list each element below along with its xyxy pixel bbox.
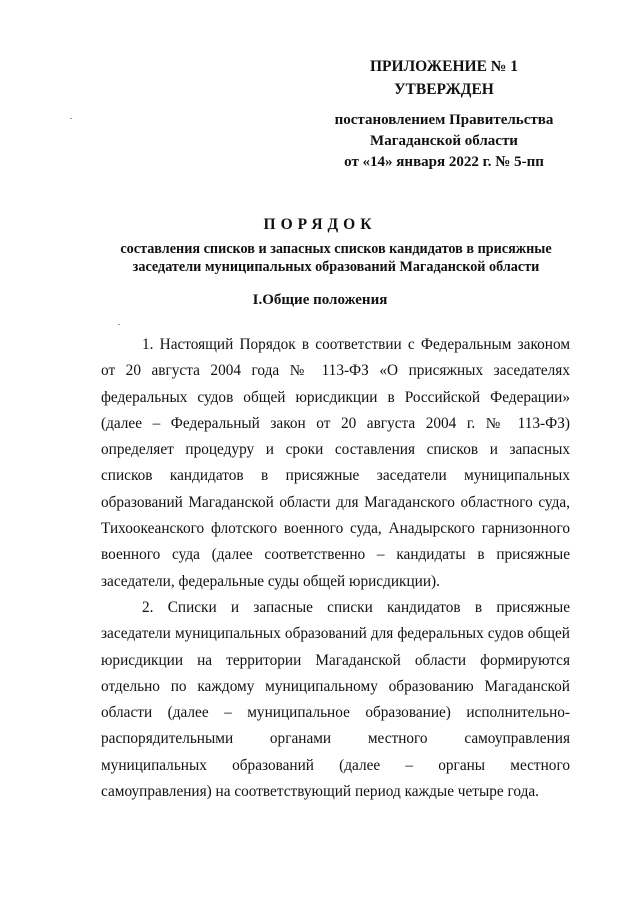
paragraph-1: 1. Настоящий Порядок в соответствии с Федеральным законом от 20 августа 2004 года № 113-ФЗ «О присяжных заседателях федеральных судов общей юрисдикции в Российской Федерации» (далее – Федеральный закон от 20 августа 2004 г. № 113-ФЗ) определяет процедуру и сроки составления списков и запасных списков кандидатов в присяжные заседатели муниципальных образований Магаданской области для Магаданского областного суда, Тихоокеанского флотского военного суда, Анадырского гарнизонного военного суда (далее соответственно – кандидаты в присяжные заседатели, федеральные суды общей юрисдикции).	[101, 336, 570, 590]
section-title: I.Общие положения	[252, 292, 388, 308]
scan-speck	[70, 118, 72, 119]
approved-by-line-1: постановлением Правительства	[334, 112, 554, 128]
document-title: ПОРЯДОК	[263, 216, 377, 233]
document-body	[101, 332, 570, 805]
appendix-label: ПРИЛОЖЕНИЕ № 1	[370, 58, 518, 75]
scan-speck	[118, 324, 120, 325]
paragraph-2: 2. Списки и запасные списки кандидатов в присяжные заседатели муниципальных образований для федеральных судов общей юрисдикции на территории Магаданской области формируются отдельно по каждому муниципальному образованию Магаданской области (далее – муниципальное образование) исполнительно-распорядительными органами местного самоуправления муниципальных образований (далее – органы местного самоуправления) на соответствующий период каждые четыре года.	[101, 598, 570, 801]
approved-by-line-2: Магаданской области	[370, 133, 518, 149]
approved-label: УТВЕРЖДЕН	[394, 81, 494, 98]
document-subtitle: составления списков и запасных списков кандидатов в присяжные заседатели муниципальных образований Магаданской области	[120, 241, 552, 275]
approval-stamp	[324, 56, 564, 173]
approval-date: от «14» января 2022 г. № 5-пп	[344, 154, 544, 170]
